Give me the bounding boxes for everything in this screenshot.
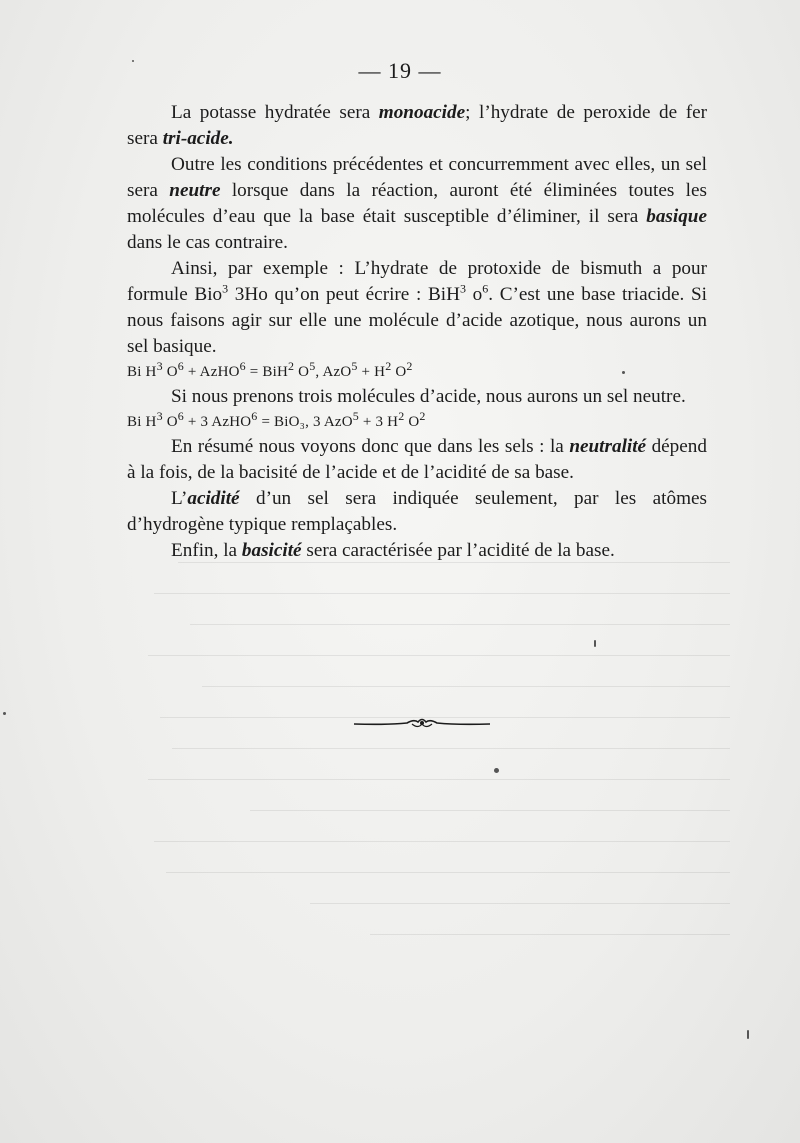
emphasis: acidité — [187, 488, 240, 509]
ink-speck — [747, 1030, 749, 1039]
paragraph-6 — [127, 486, 707, 538]
formula-sup: 3 — [156, 359, 163, 373]
text-run: o — [465, 284, 483, 305]
ornament-divider — [352, 712, 492, 736]
formula-text: O — [162, 414, 178, 430]
formula-sup: 6 — [239, 359, 246, 373]
text-run: En résumé nous voyons donc que dans les sels : la — [171, 436, 570, 457]
emphasis: neutre — [169, 180, 221, 201]
ink-speck — [622, 371, 625, 374]
formula-2 — [127, 410, 707, 434]
emphasis: basicité — [241, 540, 302, 561]
formula-text: O — [404, 414, 420, 430]
text-run: . C’est une base triacide. Si nous faisons agir sur elle une molécule d’acide azotique, nous aurons un sel basique. — [127, 284, 708, 357]
formula-sup: 6 — [177, 409, 184, 423]
formula-sup: 5 — [351, 359, 358, 373]
formula-text: O — [391, 364, 407, 380]
formula-sup: 2 — [288, 359, 295, 373]
text-run: L’ — [171, 488, 188, 509]
text-run: Ainsi, par exemple : L’hydrate de protoxide de bismuth a pour formule Bio — [127, 258, 707, 305]
paragraph-7 — [127, 538, 707, 564]
superscript: 3 — [222, 281, 229, 296]
emphasis: basique — [646, 206, 707, 227]
formula-text: + 3 AzHO — [183, 414, 252, 430]
ink-speck — [132, 60, 134, 62]
formula-sup: 2 — [419, 409, 426, 423]
formula-sup: 6 — [177, 359, 184, 373]
formula-sup: 5 — [352, 409, 359, 423]
emphasis: tri-acide. — [162, 128, 234, 149]
ink-speck — [494, 768, 499, 773]
formula-sup: 2 — [385, 359, 392, 373]
paragraph-2 — [127, 152, 707, 256]
formula-sup: 2 — [398, 409, 405, 423]
formula-text: = BiO₃, 3 AzO — [257, 414, 353, 430]
formula-text: = BiH — [245, 364, 289, 380]
formula-text: O — [294, 364, 310, 380]
paragraph-5 — [127, 434, 707, 486]
text-run: dans le cas contraire. — [127, 232, 288, 253]
text-run: Outre les conditions précédentes et concurremment avec elles, un sel sera — [127, 154, 707, 201]
ink-speck — [3, 712, 6, 715]
formula-text: + 3 H — [358, 414, 399, 430]
formula-text: O — [162, 364, 178, 380]
superscript: 3 — [459, 281, 466, 296]
formula-text: , AzO — [315, 364, 352, 380]
superscript: 6 — [482, 281, 489, 296]
formula-text: + AzHO — [183, 364, 240, 380]
ink-speck — [594, 640, 596, 647]
formula-sup: 6 — [251, 409, 258, 423]
formula-sup: 2 — [406, 359, 413, 373]
paragraph-4: Si nous prenons trois molécules d’acide, nous aurons un sel neutre. — [171, 386, 686, 407]
text-run: 3Ho qu’on peut écrire : BiH — [228, 284, 460, 305]
text-run: La potasse hydratée sera — [171, 102, 379, 123]
paragraph-1 — [127, 100, 707, 152]
formula-sup: 5 — [309, 359, 316, 373]
body-text — [127, 100, 707, 564]
text-run: Enfin, la — [171, 540, 242, 561]
text-run: d’un sel sera indiquée seulement, par les atômes d’hydrogène typique remplaçables. — [127, 488, 707, 535]
text-run: sera caractérisée par l’acidité de la base. — [301, 540, 615, 561]
emphasis: neutralité — [569, 436, 647, 457]
text-run: ; l’hydrate de peroxide de fer sera — [127, 102, 707, 149]
text-run: dépend à la fois, de la bacisité de l’acide et de l’acidité de sa base. — [127, 436, 707, 483]
page-number: — 19 — — [358, 58, 442, 83]
emphasis: monoacide — [378, 102, 466, 123]
formula-text: Bi H — [127, 364, 157, 380]
formula-1 — [127, 360, 707, 384]
formula-text: Bi H — [127, 414, 157, 430]
show-through-texture — [130, 540, 730, 980]
formula-sup: 3 — [156, 409, 163, 423]
paragraph-3 — [127, 256, 707, 360]
text-run: lorsque dans la réaction, auront été éliminées toutes les molécules d’eau que la base était susceptible d’éliminer, il sera — [127, 180, 708, 227]
formula-text: + H — [357, 364, 386, 380]
